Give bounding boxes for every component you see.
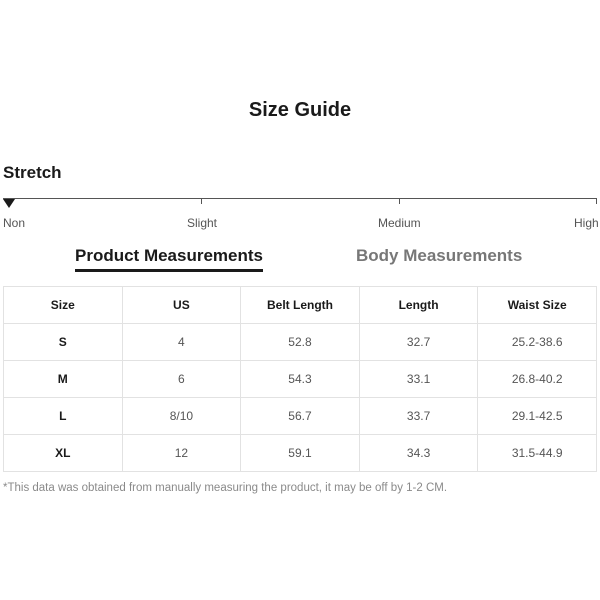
stretch-pointer-icon bbox=[3, 199, 15, 208]
tab-product-measurements[interactable]: Product Measurements bbox=[75, 246, 263, 272]
cell-waist-size: 25.2-38.6 bbox=[478, 324, 597, 361]
stretch-tick-medium bbox=[399, 198, 400, 204]
cell-us: 4 bbox=[122, 324, 241, 361]
table-row bbox=[4, 398, 597, 435]
cell-length: 32.7 bbox=[359, 324, 478, 361]
cell-waist-size: 29.1-42.5 bbox=[478, 398, 597, 435]
cell-belt-length: 59.1 bbox=[241, 435, 360, 472]
table-row bbox=[4, 324, 597, 361]
cell-size: M bbox=[4, 361, 123, 398]
table-header-row bbox=[4, 287, 597, 324]
cell-waist-size: 31.5-44.9 bbox=[478, 435, 597, 472]
cell-length: 33.1 bbox=[359, 361, 478, 398]
cell-size: S bbox=[4, 324, 123, 361]
header-size: Size bbox=[4, 287, 123, 324]
measurement-note: *This data was obtained from manually measuring the product, it may be off by 1-2 CM. bbox=[3, 482, 448, 494]
header-us: US bbox=[122, 287, 241, 324]
stretch-label: Stretch bbox=[3, 163, 62, 182]
stretch-scale bbox=[0, 198, 600, 238]
cell-us: 8/10 bbox=[122, 398, 241, 435]
stretch-tick-high bbox=[596, 198, 597, 204]
table-row bbox=[4, 435, 597, 472]
tab-body-measurements[interactable]: Body Measurements bbox=[356, 246, 523, 265]
stretch-scale-line bbox=[3, 198, 597, 199]
cell-length: 34.3 bbox=[359, 435, 478, 472]
cell-size: XL bbox=[4, 435, 123, 472]
cell-waist-size: 26.8-40.2 bbox=[478, 361, 597, 398]
cell-belt-length: 52.8 bbox=[241, 324, 360, 361]
header-belt-length: Belt Length bbox=[241, 287, 360, 324]
stretch-level-medium: Medium bbox=[378, 216, 421, 230]
table-row bbox=[4, 361, 597, 398]
page-title: Size Guide bbox=[248, 99, 352, 121]
stretch-level-non: Non bbox=[3, 216, 26, 230]
stretch-level-high: High bbox=[574, 216, 599, 230]
header-waist-size: Waist Size bbox=[478, 287, 597, 324]
cell-belt-length: 56.7 bbox=[241, 398, 360, 435]
stretch-level-slight: Slight bbox=[187, 216, 218, 230]
stretch-tick-slight bbox=[201, 198, 202, 204]
size-table bbox=[3, 286, 597, 472]
cell-size: L bbox=[4, 398, 123, 435]
cell-length: 33.7 bbox=[359, 398, 478, 435]
measurement-tabs bbox=[0, 246, 600, 276]
cell-belt-length: 54.3 bbox=[241, 361, 360, 398]
header-length: Length bbox=[359, 287, 478, 324]
cell-us: 12 bbox=[122, 435, 241, 472]
cell-us: 6 bbox=[122, 361, 241, 398]
